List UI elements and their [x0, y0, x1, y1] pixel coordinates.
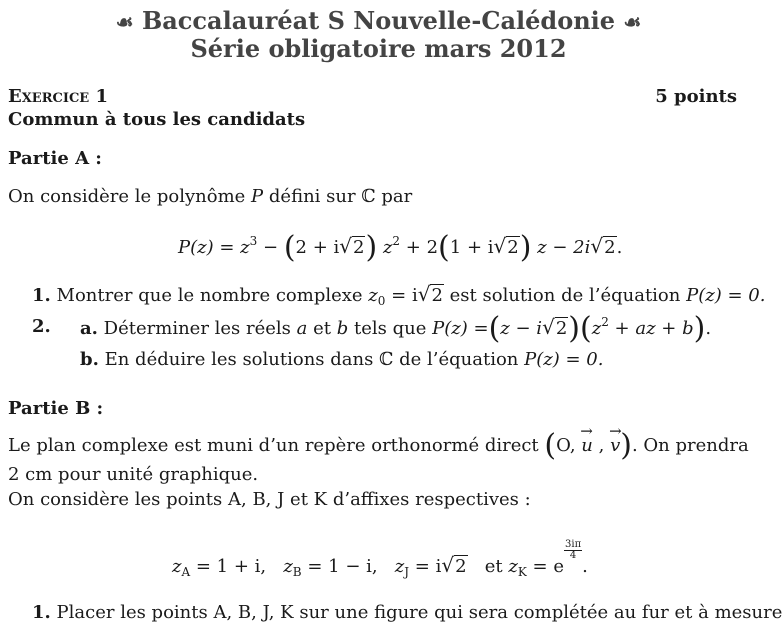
q2a-b: b	[336, 318, 349, 339]
zK-end: .	[582, 556, 588, 577]
q1-z0: z	[368, 285, 378, 306]
q1-eqn: P(z) = 0.	[686, 285, 766, 306]
q2a-factor2b: + az + b	[608, 318, 694, 339]
eq-sqrt-3: 2	[604, 237, 616, 258]
q2-number: 2.	[32, 316, 51, 337]
q1-number: 1.	[32, 285, 51, 306]
partA-question-2a-body: a. Déterminer les réels a et b tels que $P(z) =(z - i√2)(z^2$ + az + b).	[80, 311, 712, 346]
partA-intro-var: P	[251, 186, 264, 207]
q2a-tels: tels que	[354, 318, 427, 339]
eq-sqrt-2: 2	[507, 237, 519, 258]
q1-text-b: est solution de l’équation	[449, 285, 681, 306]
q2b-text: En déduire les solutions dans ℂ de l’équation	[104, 349, 519, 370]
partA-intro-prefix: On considère le polynôme	[8, 186, 246, 207]
q1-text-a: Montrer que le nombre complexe	[56, 285, 363, 306]
zJ-and: et	[484, 556, 503, 577]
title-line-1: Baccalauréat S Nouvelle-Calédonie	[141, 6, 616, 35]
zB-sub: B	[292, 565, 302, 579]
eq-tail: z − 2i	[537, 237, 591, 258]
zK-num: 3iπ	[565, 539, 582, 550]
exercise-points: 5 points	[655, 86, 737, 107]
q2b-eqn: P(z) = 0.	[524, 349, 604, 370]
document-title	[0, 8, 757, 35]
polynomial-equation: $P(z) = z^3 - (2 + i√2) z^2 + 2(1 + i√2) z - 2i√2$.	[178, 230, 623, 265]
q2a-exp2: 2	[601, 315, 609, 329]
partA-intro	[8, 186, 412, 208]
affixes-line: $z_A = 1 + i$, $z_B = 1 - i$, $z_J = i√2$ et $z_K = e$ $\frac{3i\pi}{4}$ .	[172, 539, 588, 579]
zK: z	[508, 556, 518, 577]
eq-term1: 2 + i	[295, 237, 340, 258]
eq-exp2: 2	[392, 234, 401, 248]
frame-v: → v	[610, 435, 620, 457]
frame-comma: ,	[592, 435, 605, 456]
partB-line-1: Le plan complexe est muni d’un repère orthonormé direct (O, → u , → v). On prendra	[8, 435, 749, 457]
zJ-sqrt: 2	[455, 556, 467, 577]
zA-sub: A	[181, 565, 191, 579]
zB: z	[283, 556, 293, 577]
ornament-right-icon: ☙	[623, 10, 642, 34]
partB-line-3: On considère les points A, B, J et K d’affixes respectives :	[8, 489, 531, 510]
zA: z	[172, 556, 182, 577]
frame-u: → u	[581, 435, 593, 457]
q2a-end: .	[705, 318, 712, 339]
zA-val: = 1 + i,	[190, 556, 267, 577]
ornament-left-icon: ☙	[115, 10, 134, 34]
q2a-text: Déterminer les réels	[103, 318, 291, 339]
q2a-factor2a: z	[591, 318, 602, 339]
zB-val: = 1 − i,	[301, 556, 378, 577]
partB-line-2: 2 cm pour unité graphique.	[8, 464, 259, 485]
eq-z2: z	[382, 237, 393, 258]
eq-term2: 1 + i	[449, 237, 494, 258]
q1-sub0: 0	[377, 294, 386, 308]
zK-den: 4	[569, 550, 577, 561]
eq-exp3: 3	[249, 234, 258, 248]
q1-sqrt: 2	[431, 285, 443, 306]
eq-left: P(z) = z	[178, 237, 250, 258]
q2a-lhs: P(z) =	[432, 318, 489, 339]
zK-sub: K	[517, 565, 527, 579]
title-line-2: Série obligatoire mars 2012	[190, 34, 567, 63]
partB-line1-a: Le plan complexe est muni d’un repère orthonormé direct	[8, 435, 539, 456]
partB-q1-text: Placer les points A, B, J, K sur une figure qui sera complétée au fur et à mesure	[56, 602, 782, 623]
partA-intro-suffix: défini sur ℂ par	[268, 186, 413, 207]
q2a-et: et	[313, 318, 332, 339]
q2a-letter: a.	[80, 318, 98, 339]
partB-heading: Partie B :	[8, 398, 104, 419]
q2b-letter: b.	[80, 349, 99, 370]
frame-origin: O,	[556, 435, 576, 456]
partA-question-2b	[80, 349, 603, 371]
eq-end: .	[616, 237, 623, 258]
eq-plus2: + 2	[400, 237, 439, 258]
partA-heading: Partie A :	[8, 148, 102, 169]
q1-eq: = i	[385, 285, 418, 306]
exercise-label: Exercice 1	[8, 86, 108, 107]
zJ-sub: J	[404, 565, 410, 579]
zK-exponent	[564, 540, 582, 561]
partB-question-1	[32, 602, 782, 624]
eq-sqrt-1: 2	[353, 237, 365, 258]
exercise-audience: Commun à tous les candidats	[8, 109, 306, 130]
q2a-sqrt: 2	[555, 318, 568, 339]
partA-question-2a	[32, 316, 51, 338]
partB-q1-number: 1.	[32, 602, 51, 623]
zJ-val: = i	[409, 556, 442, 577]
q2a-a: a	[296, 318, 308, 339]
partB-line1-b: . On prendra	[631, 435, 749, 456]
zJ: z	[394, 556, 405, 577]
zK-val: = e	[526, 556, 565, 577]
q2a-factor1: z − i	[500, 318, 543, 339]
partA-question-1: 1. Montrer que le nombre complexe $z_0 = i√2$ est solution de l’équation P(z) = 0.	[32, 282, 766, 308]
eq-minus: −	[257, 237, 284, 258]
